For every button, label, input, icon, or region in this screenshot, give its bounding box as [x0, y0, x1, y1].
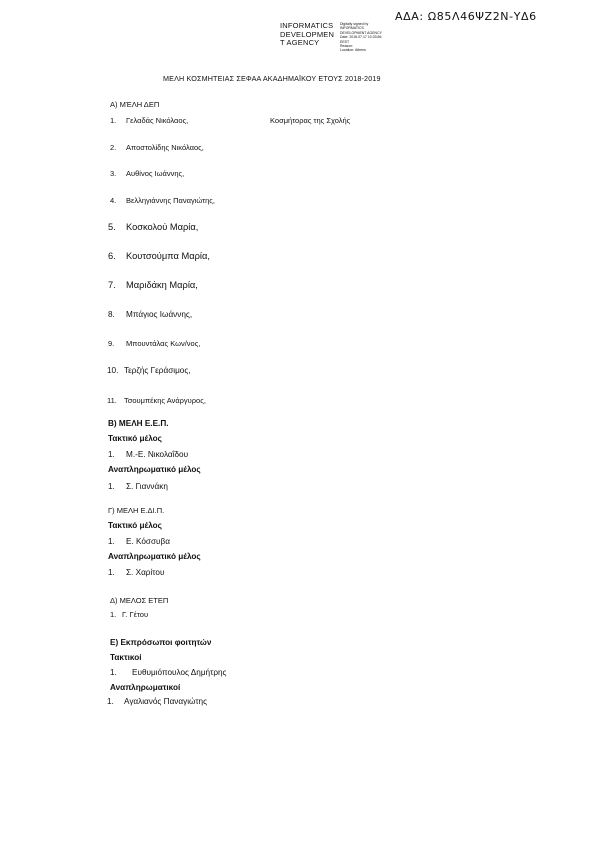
stamp-line: INFORMATICS	[340, 26, 364, 31]
section-dep-heading: Α) ΜΈΛΗ ΔΕΠ	[110, 100, 160, 109]
alternate-member-label: Αναπληρωματικοί	[110, 683, 181, 692]
item-number: 1.	[108, 568, 115, 577]
list-item	[108, 280, 116, 290]
item-number: 8.	[108, 310, 115, 319]
logo-line: T AGENCY	[280, 38, 320, 47]
stamp-line: Reason:	[340, 44, 354, 49]
stamp-line: Date: 2018.07.17 10:33:56	[340, 35, 382, 40]
list-item	[108, 339, 114, 348]
item-number: 2.	[110, 143, 117, 152]
member-name: Ευθυμιόπουλος Δημήτρης	[132, 668, 227, 677]
item-number: 3.	[110, 169, 117, 178]
list-item	[107, 396, 117, 405]
logo-line: INFORMATICS	[280, 21, 334, 30]
member-name: Γ. Γέτου	[122, 610, 149, 619]
member-name: Μ.-Ε. Νικολαΐδου	[126, 450, 189, 459]
list-item	[108, 568, 115, 577]
stamp-line: DEVELOPMENT AGENCY	[340, 30, 382, 35]
item-number: 9.	[108, 339, 115, 348]
member-name: Μπουντάλας Κων/νος,	[126, 339, 201, 348]
list-item	[107, 366, 118, 375]
regular-member-label: Τακτικό μέλος	[108, 434, 162, 443]
digital-signature-stamp	[340, 22, 382, 53]
section-eep-heading: Β) ΜΕΛΗ Ε.Ε.Π.	[108, 419, 169, 428]
item-number: 11.	[107, 396, 117, 405]
stamp-line: Digitally signed by	[340, 22, 369, 26]
list-item	[110, 610, 116, 619]
item-number: 1.	[107, 697, 114, 706]
list-item	[110, 169, 116, 178]
item-number: 1.	[108, 450, 115, 459]
member-name: Αυθίνος Ιωάννης,	[126, 169, 185, 178]
member-name: Τσουμπέκης Ανάργυρος,	[124, 396, 206, 405]
list-item	[108, 482, 115, 491]
page-title: ΜΕΛΗ ΚΟΣΜΗΤΕΙΑΣ ΣΕΦΑΑ ΑΚΑΔΗΜΑΪΚΟΥ ΕΤΟΥΣ 2018-2019	[163, 74, 381, 83]
stamp-line: Location: Athens	[340, 48, 366, 53]
item-number: 1.	[108, 482, 115, 491]
alternate-member-label: Αναπληρωματικό μέλος	[108, 552, 201, 561]
regular-member-label: Τακτικό μέλος	[108, 521, 162, 530]
list-item	[108, 450, 115, 459]
list-item	[108, 251, 116, 261]
member-name: Βελληγιάννης Παναγιώτης,	[126, 196, 215, 205]
list-item	[108, 310, 115, 319]
item-number: 5.	[108, 222, 116, 232]
list-item	[110, 196, 116, 205]
section-etep-heading: Δ) ΜΕΛΟΣ ΕΤΕΠ	[110, 596, 169, 605]
member-name: Κουτσούμπα Μαρία,	[126, 251, 210, 261]
ada-code: ΑΔΑ: Ω85Λ46ΨΖ2Ν-ΥΔ6	[395, 10, 537, 23]
list-item	[110, 668, 117, 677]
list-item	[110, 143, 116, 152]
member-name: Αγαλιανός Παναγιώτης	[124, 697, 208, 706]
logo-line: DEVELOPMEN	[280, 29, 335, 39]
member-name: Γελαδάς Νικόλαος,	[126, 116, 189, 125]
list-item	[110, 116, 116, 125]
member-name: Τερζής Γεράσιμος,	[124, 366, 191, 375]
section-students-heading: Ε) Εκπρόσωποι φοιτητών	[110, 638, 212, 647]
member-name: Σ. Γιαννάκη	[126, 482, 168, 491]
item-number: 6.	[108, 251, 116, 261]
member-role: Κοσμήτορας της Σχολής	[270, 116, 351, 125]
item-number: 1.	[110, 668, 117, 677]
member-name: Ε. Κόσσυβα	[126, 537, 170, 546]
member-name: Μπάγιος Ιωάννης,	[126, 310, 193, 319]
item-number: 1.	[110, 610, 117, 619]
list-item	[108, 537, 115, 546]
list-item	[108, 222, 116, 232]
item-number: 1.	[108, 537, 115, 546]
member-name: Κοσκολού Μαρία,	[126, 222, 199, 232]
member-name: Σ. Χαρίτου	[126, 568, 165, 577]
item-number: 1.	[110, 116, 117, 125]
stamp-line: EEST	[340, 39, 350, 44]
item-number: 10.	[107, 366, 119, 375]
regular-member-label: Τακτικοί	[110, 653, 142, 662]
alternate-member-label: Αναπληρωματικό μέλος	[108, 465, 201, 474]
section-edip-heading: Γ) ΜΕΛΗ Ε.ΔΙ.Π.	[108, 506, 165, 515]
agency-logo	[280, 22, 334, 48]
member-name: Αποστολίδης Νικόλαος,	[126, 143, 204, 152]
list-item	[107, 697, 114, 706]
item-number: 7.	[108, 280, 116, 290]
member-name: Μαριδάκη Μαρία,	[126, 280, 198, 290]
item-number: 4.	[110, 196, 117, 205]
